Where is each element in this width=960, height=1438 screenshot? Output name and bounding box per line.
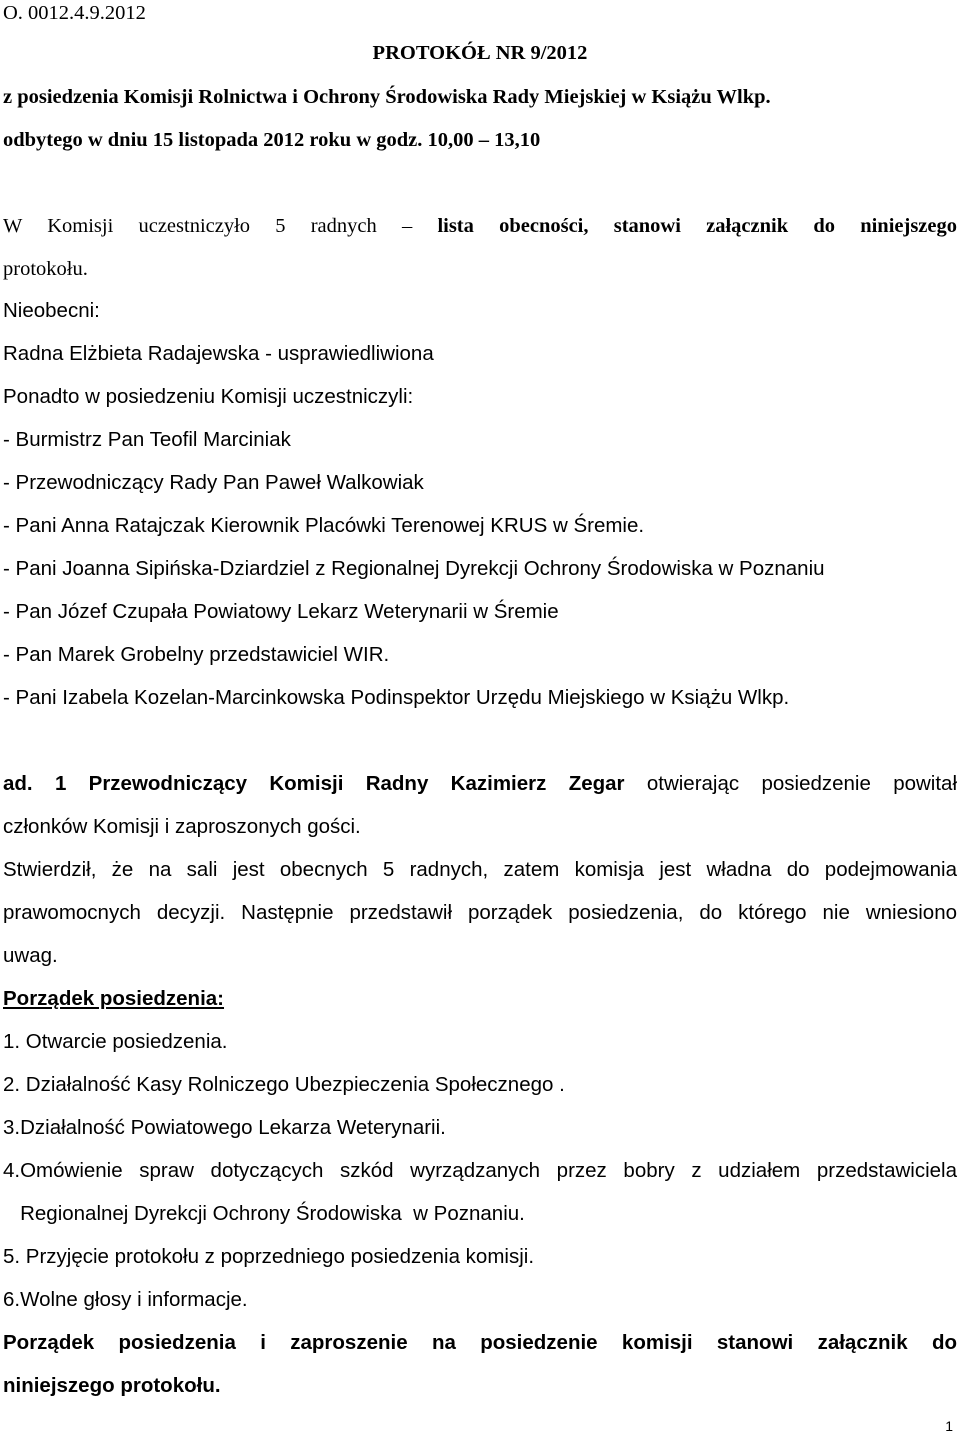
attendance-line: [3, 213, 957, 239]
agenda-item: 2. Działalność Kasy Rolniczego Ubezpieczenia Społecznego .: [3, 1073, 565, 1096]
closing-line-1: Porządek posiedzenia i zaproszenie na posiedzenie komisji stanowi załącznik do: [3, 1331, 957, 1354]
subtitle-line-2: odbytego w dniu 15 listopada 2012 roku w godz. 10,00 – 13,10: [3, 129, 541, 151]
paragraph-line: uwag.: [3, 944, 58, 967]
guest-item: - Burmistrz Pan Teofil Marciniak: [3, 428, 291, 451]
agenda-item: 1. Otwarcie posiedzenia.: [3, 1030, 228, 1053]
guests-intro: Ponadto w posiedzeniu Komisji uczestniczyli:: [3, 385, 414, 408]
attendance-line-2: protokołu.: [3, 258, 88, 280]
guest-item: - Pan Józef Czupała Powiatowy Lekarz Weterynarii w Śremie: [3, 600, 559, 623]
attendance-text: W Komisji uczestniczyło 5 radnych –: [3, 215, 413, 237]
guest-item: - Przewodniczący Rady Pan Paweł Walkowiak: [3, 471, 424, 494]
ad1-bold: ad. 1 Przewodniczący Komisji Radny Kazimierz Zegar: [3, 772, 625, 795]
guest-item: - Pan Marek Grobelny przedstawiciel WIR.: [3, 643, 390, 666]
guest-item: - Pani Anna Ratajczak Kierownik Placówki Terenowej KRUS w Śremie.: [3, 514, 645, 537]
document-reference: O. 0012.4.9.2012: [3, 2, 146, 24]
ad1-line-1: [3, 771, 957, 797]
agenda-item: 6.Wolne głosy i informacje.: [3, 1288, 248, 1311]
attendance-bold-text: lista obecności, stanowi załącznik do niniejszego: [437, 215, 958, 237]
page-number: 1: [945, 1418, 953, 1434]
closing-line-2: niniejszego protokołu.: [3, 1374, 221, 1397]
ad1-line-2: członków Komisji i zaproszonych gości.: [3, 815, 361, 838]
ad1-rest: otwierając posiedzenie powitał: [624, 772, 958, 795]
guest-item: - Pani Joanna Sipińska-Dziardziel z Regionalnej Dyrekcji Ochrony Środowiska w Poznaniu: [3, 557, 825, 580]
agenda-item-continuation: Regionalnej Dyrekcji Ochrony Środowiska w Poznaniu.: [3, 1202, 525, 1225]
agenda-item: 3.Działalność Powiatowego Lekarza Weterynarii.: [3, 1116, 446, 1139]
absent-person: Radna Elżbieta Radajewska - usprawiedliwiona: [3, 342, 434, 365]
agenda-heading: Porządek posiedzenia:: [3, 987, 225, 1010]
paragraph-line: prawomocnych decyzji. Następnie przedstawił porządek posiedzenia, do którego nie wniesiono: [3, 901, 957, 924]
guest-item: - Pani Izabela Kozelan-Marcinkowska Podinspektor Urzędu Miejskiego w Książu Wlkp.: [3, 686, 790, 709]
document-title: PROTOKÓŁ NR 9/2012: [372, 42, 588, 64]
agenda-item: 4.Omówienie spraw dotyczących szkód wyrządzanych przez bobry z udziałem przedstawiciela: [3, 1159, 957, 1182]
subtitle-line-1: z posiedzenia Komisji Rolnictwa i Ochrony Środowiska Rady Miejskiej w Książu Wlkp.: [3, 86, 771, 108]
paragraph-line: Stwierdził, że na sali jest obecnych 5 radnych, zatem komisja jest władna do podejmowania: [3, 858, 957, 881]
absent-label: Nieobecni:: [3, 299, 100, 322]
agenda-item: 5. Przyjęcie protokołu z poprzedniego posiedzenia komisji.: [3, 1245, 535, 1268]
